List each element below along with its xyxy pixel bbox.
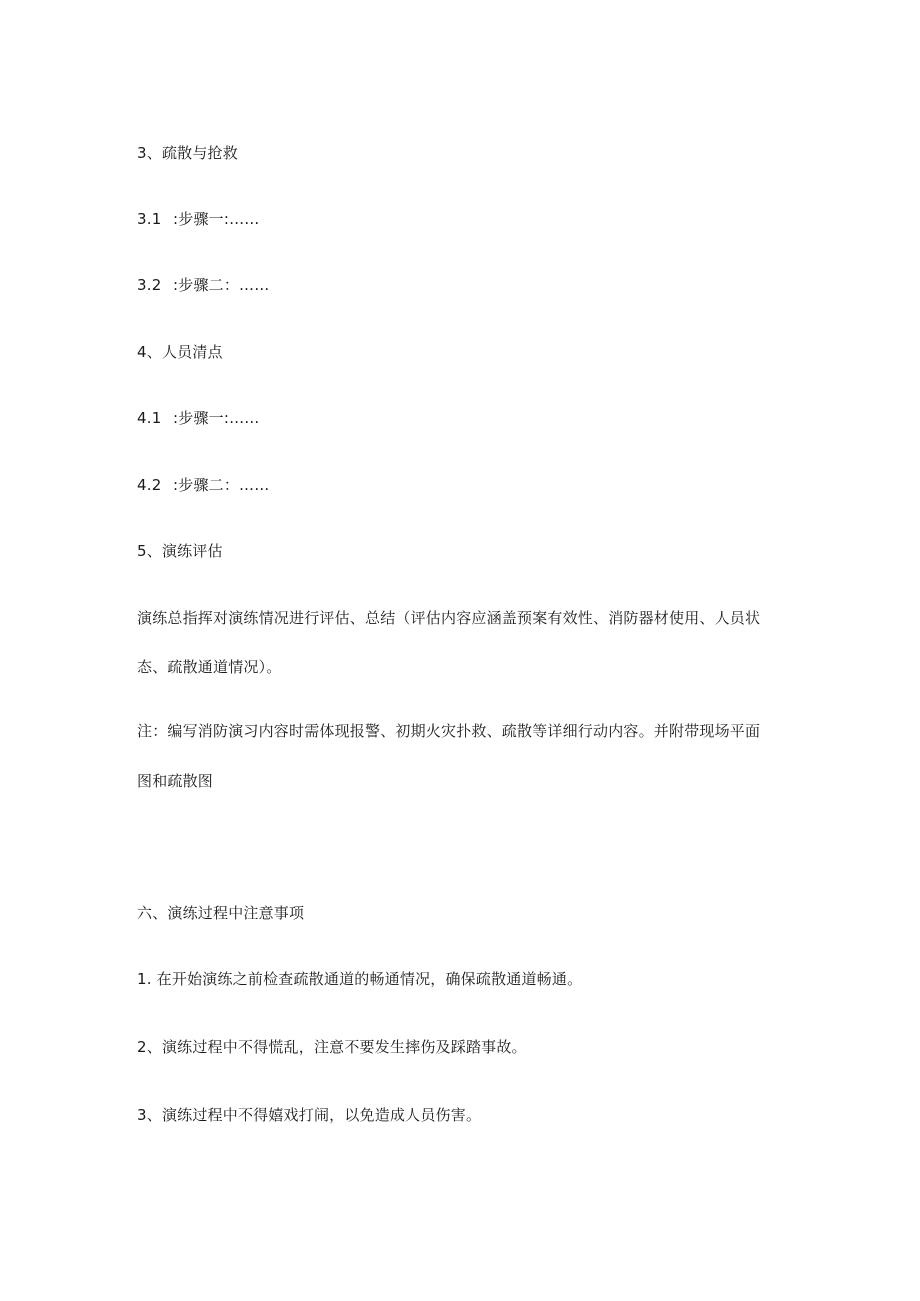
step-text: :步骤二：…… (173, 276, 270, 294)
precaution-item-1: 1. 在开始演练之前检查疏散通道的畅通情况，确保疏散通道畅通。 (137, 970, 583, 988)
section-6-heading: 六、演练过程中注意事项 (137, 904, 305, 922)
step-number: 3.1 (137, 210, 162, 228)
section-4-heading: 4、人员清点 (137, 343, 223, 361)
evaluation-paragraph-line-2: 态、疏散通道情况）。 (137, 658, 282, 676)
precaution-item-3: 3、演练过程中不得嬉戏打闹，以免造成人员伤害。 (137, 1106, 482, 1124)
step-number: 3.2 (137, 276, 162, 294)
section-5-heading: 5、演练评估 (137, 542, 223, 560)
evaluation-paragraph-line-1: 演练总指挥对演练情况进行评估、总结（评估内容应涵盖预案有效性、消防器材使用、人员状 (137, 609, 761, 627)
step-3-1 (137, 209, 260, 229)
note-paragraph-line-1: 注：编写消防演习内容时需体现报警、初期火灾扑救、疏散等详细行动内容。并附带现场平面 (137, 722, 761, 740)
step-number: 4.2 (137, 476, 162, 494)
step-4-2 (137, 475, 269, 495)
step-text: :步骤一:…… (173, 409, 260, 427)
precaution-item-2: 2、演练过程中不得慌乱，注意不要发生摔伤及踩踏事故。 (137, 1038, 527, 1056)
step-text: :步骤二：…… (173, 476, 270, 494)
note-paragraph-line-2: 图和疏散图 (137, 772, 214, 790)
step-3-2 (137, 275, 269, 295)
section-3-heading: 3、疏散与抢救 (137, 144, 238, 162)
step-text: :步骤一:…… (173, 210, 260, 228)
step-4-1 (137, 408, 260, 428)
step-number: 4.1 (137, 409, 162, 427)
